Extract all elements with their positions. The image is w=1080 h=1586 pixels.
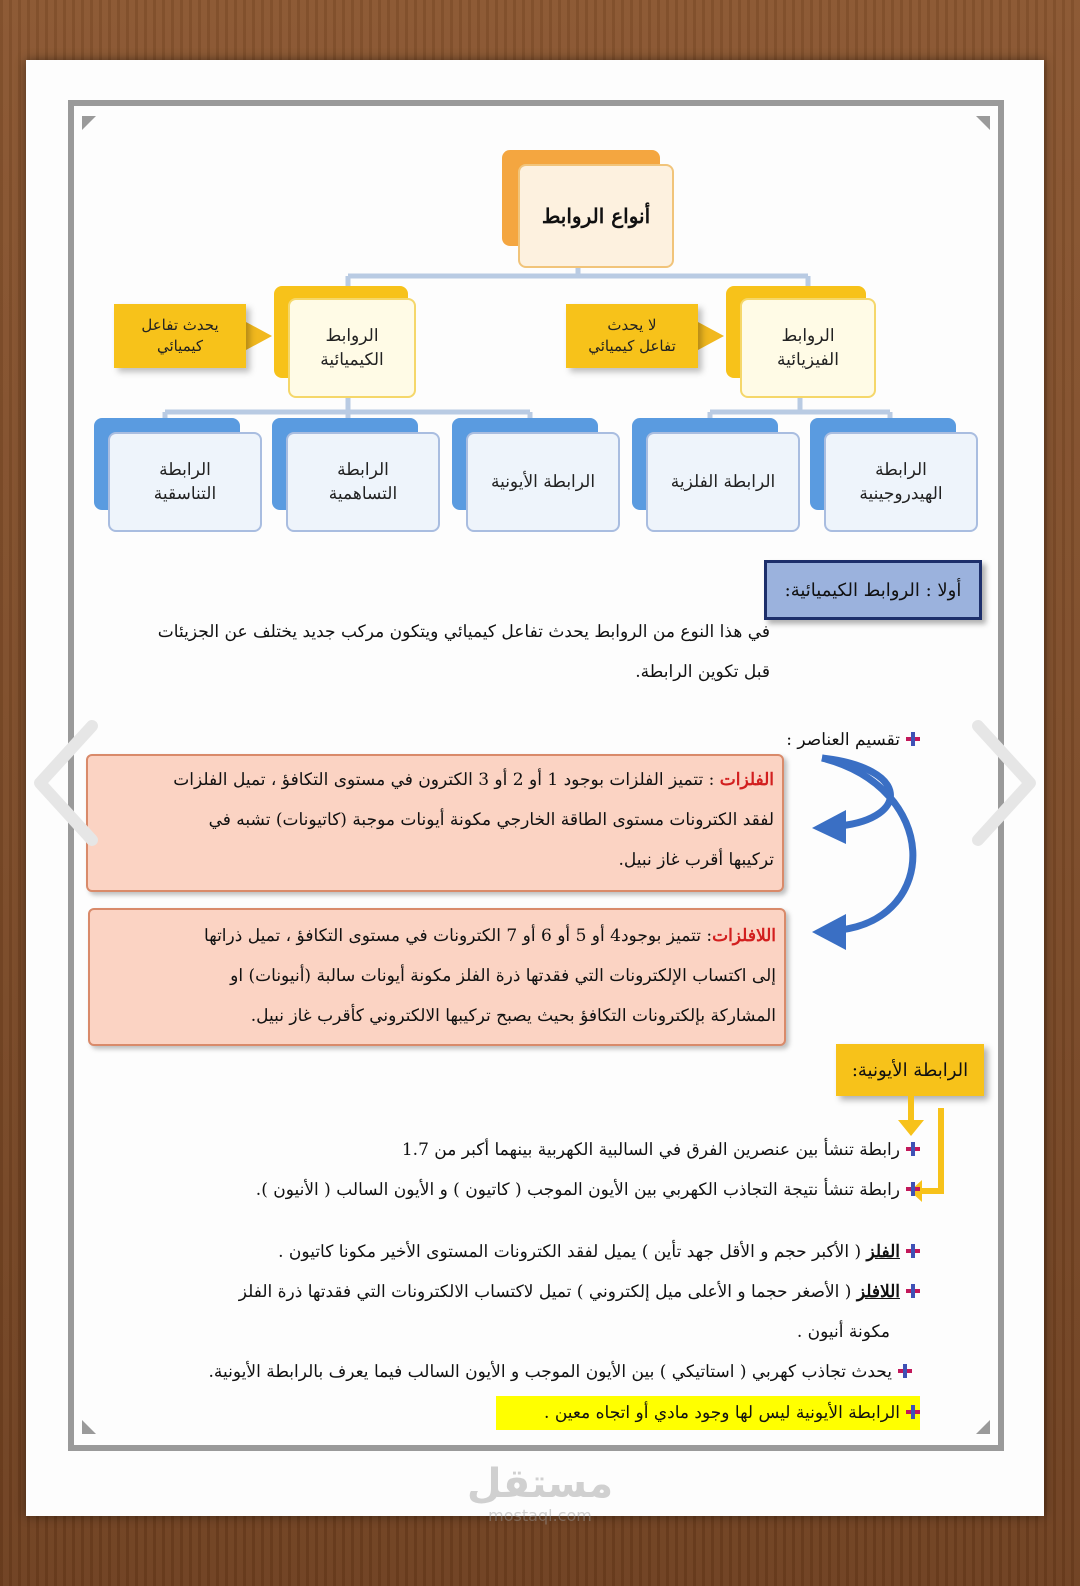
leaf-coordinate — [108, 432, 262, 532]
bullet-icon — [898, 1364, 912, 1378]
bullet-icon — [906, 1405, 920, 1419]
leaf-coordinate-1: الرابطة — [159, 460, 211, 480]
previous-arrow-icon[interactable] — [30, 718, 100, 848]
bullet-icon — [906, 1142, 920, 1156]
bullet-icon — [906, 1284, 920, 1298]
ionic-bullet-3: الفلز ( الأكبر حجم و الأقل جهد تأين ) يميل لفقد الكترونات المستوى الأخير مكونا كاتيون . — [100, 1240, 920, 1264]
chemical-node — [288, 298, 416, 398]
physical-note-2: تفاعل كيميائي — [588, 337, 676, 355]
chemical-bonds-heading: أولا : الروابط الكيميائية: — [784, 579, 962, 601]
physical-note — [566, 304, 698, 368]
chemical-label-2: الكيميائية — [320, 350, 384, 370]
ionic-heading-box — [836, 1044, 984, 1096]
intro-line-1: في هذا النوع من الروابط يحدث تفاعل كيميائي ويتكون مركب جديد يختلف عن الجزيئات — [157, 622, 770, 642]
leaf-covalent-1: الرابطة — [337, 460, 389, 480]
frame-corner-bl — [82, 1420, 96, 1434]
nonmetals-term: اللافلزات — [712, 926, 776, 946]
metals-line-2: لفقد الكترونات مستوى الطاقة الخارجي مكونة أيونات موجبة (كاتيونات) تشبه في — [208, 810, 774, 830]
metal-term: الفلز — [866, 1242, 900, 1262]
frame-corner-br — [976, 1420, 990, 1434]
leaf-metallic-1: الرابطة الفلزية — [670, 472, 776, 492]
watermark-domain: mostaql.com — [488, 1506, 592, 1525]
chemical-note-1: يحدث تفاعل — [141, 316, 219, 334]
frame-bottom — [68, 1445, 1004, 1451]
ionic-bullet-6: الرابطة الأيونية ليس لها وجود مادي أو اتجاه معين . — [496, 1396, 920, 1430]
bullet-icon — [906, 1244, 920, 1258]
nonmetal-term: اللافلز — [856, 1282, 900, 1302]
chemical-bonds-intro — [106, 612, 770, 692]
watermark-brand: مستقل — [466, 1461, 614, 1507]
root-node — [518, 164, 674, 268]
leaf-hydrogen — [824, 432, 978, 532]
bullet-icon — [906, 732, 920, 746]
metals-line-3: تركيبها أقرب غاز نبيل. — [618, 850, 774, 870]
chemical-label-1: الروابط — [325, 326, 379, 346]
physical-node — [740, 298, 876, 398]
leaf-covalent — [286, 432, 440, 532]
bullet-icon — [906, 1182, 920, 1196]
nonmetals-line-2: إلى اكتساب الإلكترونات التي فقدتها ذرة الفلز مكونة أيونات سالبة (أنيونات) او — [230, 966, 776, 986]
ionic-bullet-1: رابطة تنشأ بين عنصرين الفرق في السالبية الكهربية بينهما أكبر من 1.7 — [200, 1138, 920, 1162]
metals-line-1-text: : تتميز الفلزات بوجود 1 أو 2 أو 3 الكترون في مستوى التكافؤ ، تميل الفلزات — [173, 770, 720, 790]
root-label: أنواع الروابط — [541, 204, 651, 228]
curved-arrows — [800, 748, 930, 978]
leaf-ionic-1: الرابطة الأيونية — [490, 472, 596, 492]
nonmetals-text — [106, 916, 776, 1036]
metals-term: الفلزات — [719, 770, 774, 790]
ionic-bullet-2: رابطة تنشأ نتيجة التجاذب الكهربي بين الأيون الموجب ( كاتيون ) و الأيون السالب ( الأنيون ). — [100, 1178, 920, 1202]
ionic-bullet-4-cont: مكونة أنيون . — [796, 1322, 890, 1342]
watermark — [430, 1462, 650, 1525]
nonmetals-line-3: المشاركة بإلكترونات التكافؤ بحيث يصبح تركيبها الالكتروني كأقرب غاز نبيل. — [250, 1006, 776, 1026]
ionic-bullet-4: اللافلز ( الأصغر حجما و الأعلى ميل إلكتروني ) تميل لاكتساب الالكترونات التي فقدتها ذرة الفلز — [100, 1280, 920, 1304]
classification-label: تقسيم العناصر : — [786, 730, 900, 750]
chemical-note — [114, 304, 246, 368]
metals-text — [104, 760, 774, 880]
intro-line-2: قبل تكوين الرابطة. — [635, 662, 770, 682]
leaf-hydrogen-1: الرابطة — [875, 460, 927, 480]
nonmetals-line-1-text: : تتميز بوجود4 أو 5 أو 6 أو 7 الكترونات في مستوى التكافؤ ، تميل ذراتها — [204, 926, 713, 946]
ionic-heading: الرابطة الأيونية: — [851, 1059, 969, 1081]
chemical-bonds-heading-box — [764, 560, 982, 620]
ionic-bullet-5: يحدث تجاذب كهربي ( استاتيكي ) بين الأيون الموجب و الأيون السالب فيما يعرف بالرابطة الأيونية. — [100, 1360, 912, 1384]
leaf-hydrogen-2: الهيدروجينية — [859, 484, 943, 504]
next-arrow-icon[interactable] — [970, 718, 1040, 848]
physical-note-1: لا يحدث — [607, 316, 657, 334]
physical-label-2: الفيزيائية — [777, 350, 839, 370]
leaf-covalent-2: التساهمية — [328, 484, 398, 504]
leaf-metallic — [646, 432, 800, 532]
metals-line-1 — [104, 760, 774, 800]
nonmetals-line-1 — [106, 916, 776, 956]
leaf-coordinate-2: التناسقية — [153, 484, 217, 504]
leaf-ionic — [466, 432, 620, 532]
physical-label-1: الروابط — [781, 326, 835, 346]
chemical-note-2: كيميائي — [156, 337, 204, 355]
